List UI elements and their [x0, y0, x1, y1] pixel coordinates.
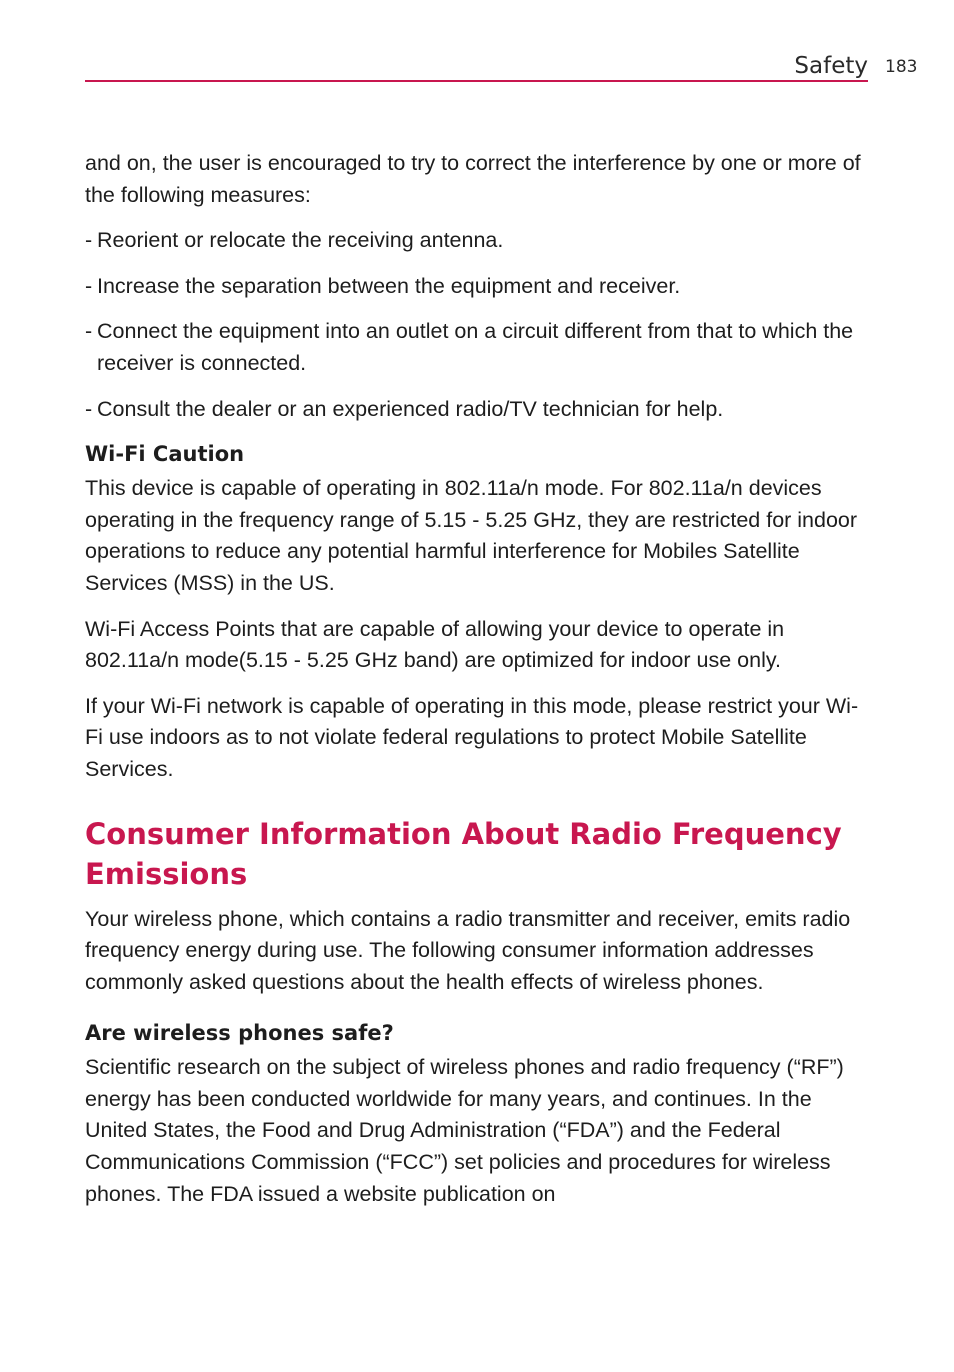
list-dash: - — [85, 319, 93, 344]
list-item-text: Connect the equipment into an outlet on a circuit different from that to which the receiver is connected. — [97, 319, 854, 375]
list-dash: - — [85, 228, 93, 253]
list-dash: - — [85, 396, 93, 421]
list-item — [85, 225, 875, 257]
phones-safe-heading: Are wireless phones safe? — [85, 1021, 394, 1046]
lead-paragraph: Your wireless phone, which contains a radio transmitter and receiver, emits radio frequency energy during use. The following consumer information addresses commonly asked questions about the health effects of wireless phones. — [85, 906, 851, 994]
list-item — [85, 394, 875, 426]
list-item-text: Reorient or relocate the receiving antenna. — [97, 228, 504, 253]
page-content — [85, 148, 875, 1224]
list-item-text: Increase the separation between the equipment and receiver. — [97, 273, 681, 298]
list-item — [85, 316, 875, 379]
section-title: Consumer Information About Radio Frequency Emissions — [85, 816, 842, 891]
section-name: Safety — [794, 53, 868, 79]
page-number: 183 — [885, 57, 918, 77]
list-item-text: Consult the dealer or an experienced radio/TV technician for help. — [97, 396, 724, 421]
intro-paragraph: and on, the user is encouraged to try to correct the interference by one or more of the following measures: — [85, 151, 861, 207]
measures-list — [85, 225, 875, 425]
list-dash: - — [85, 273, 93, 298]
wifi-paragraph: Wi-Fi Access Points that are capable of allowing your device to operate in 802.11a/n mode(5.15 - 5.25 GHz band) are optimized for indoor use only. — [85, 616, 785, 673]
wifi-caution-heading: Wi-Fi Caution — [85, 442, 245, 467]
wifi-paragraph: If your Wi-Fi network is capable of operating in this mode, please restrict your Wi-Fi use indoors as to not violate federal regulations to protect Mobile Satellite Services. — [85, 693, 859, 781]
body-paragraph: Scientific research on the subject of wireless phones and radio frequency (“RF”) energy has been conducted worldwide for many years, and continues. In the United States, the Food and Drug Administration (“FDA”) and the Federal Communications Commission (“FCC”) set policies and procedures for wireless phones. The FDA issued a website publication on — [85, 1055, 844, 1206]
header-rule — [85, 80, 868, 82]
wifi-paragraph: This device is capable of operating in 802.11a/n mode. For 802.11a/n devices operating in the frequency range of 5.15 - 5.25 GHz, they are restricted for indoor operations to reduce any potential harmful interference for Mobiles Satellite Services (MSS) in the US. — [85, 476, 858, 595]
list-item — [85, 271, 875, 303]
